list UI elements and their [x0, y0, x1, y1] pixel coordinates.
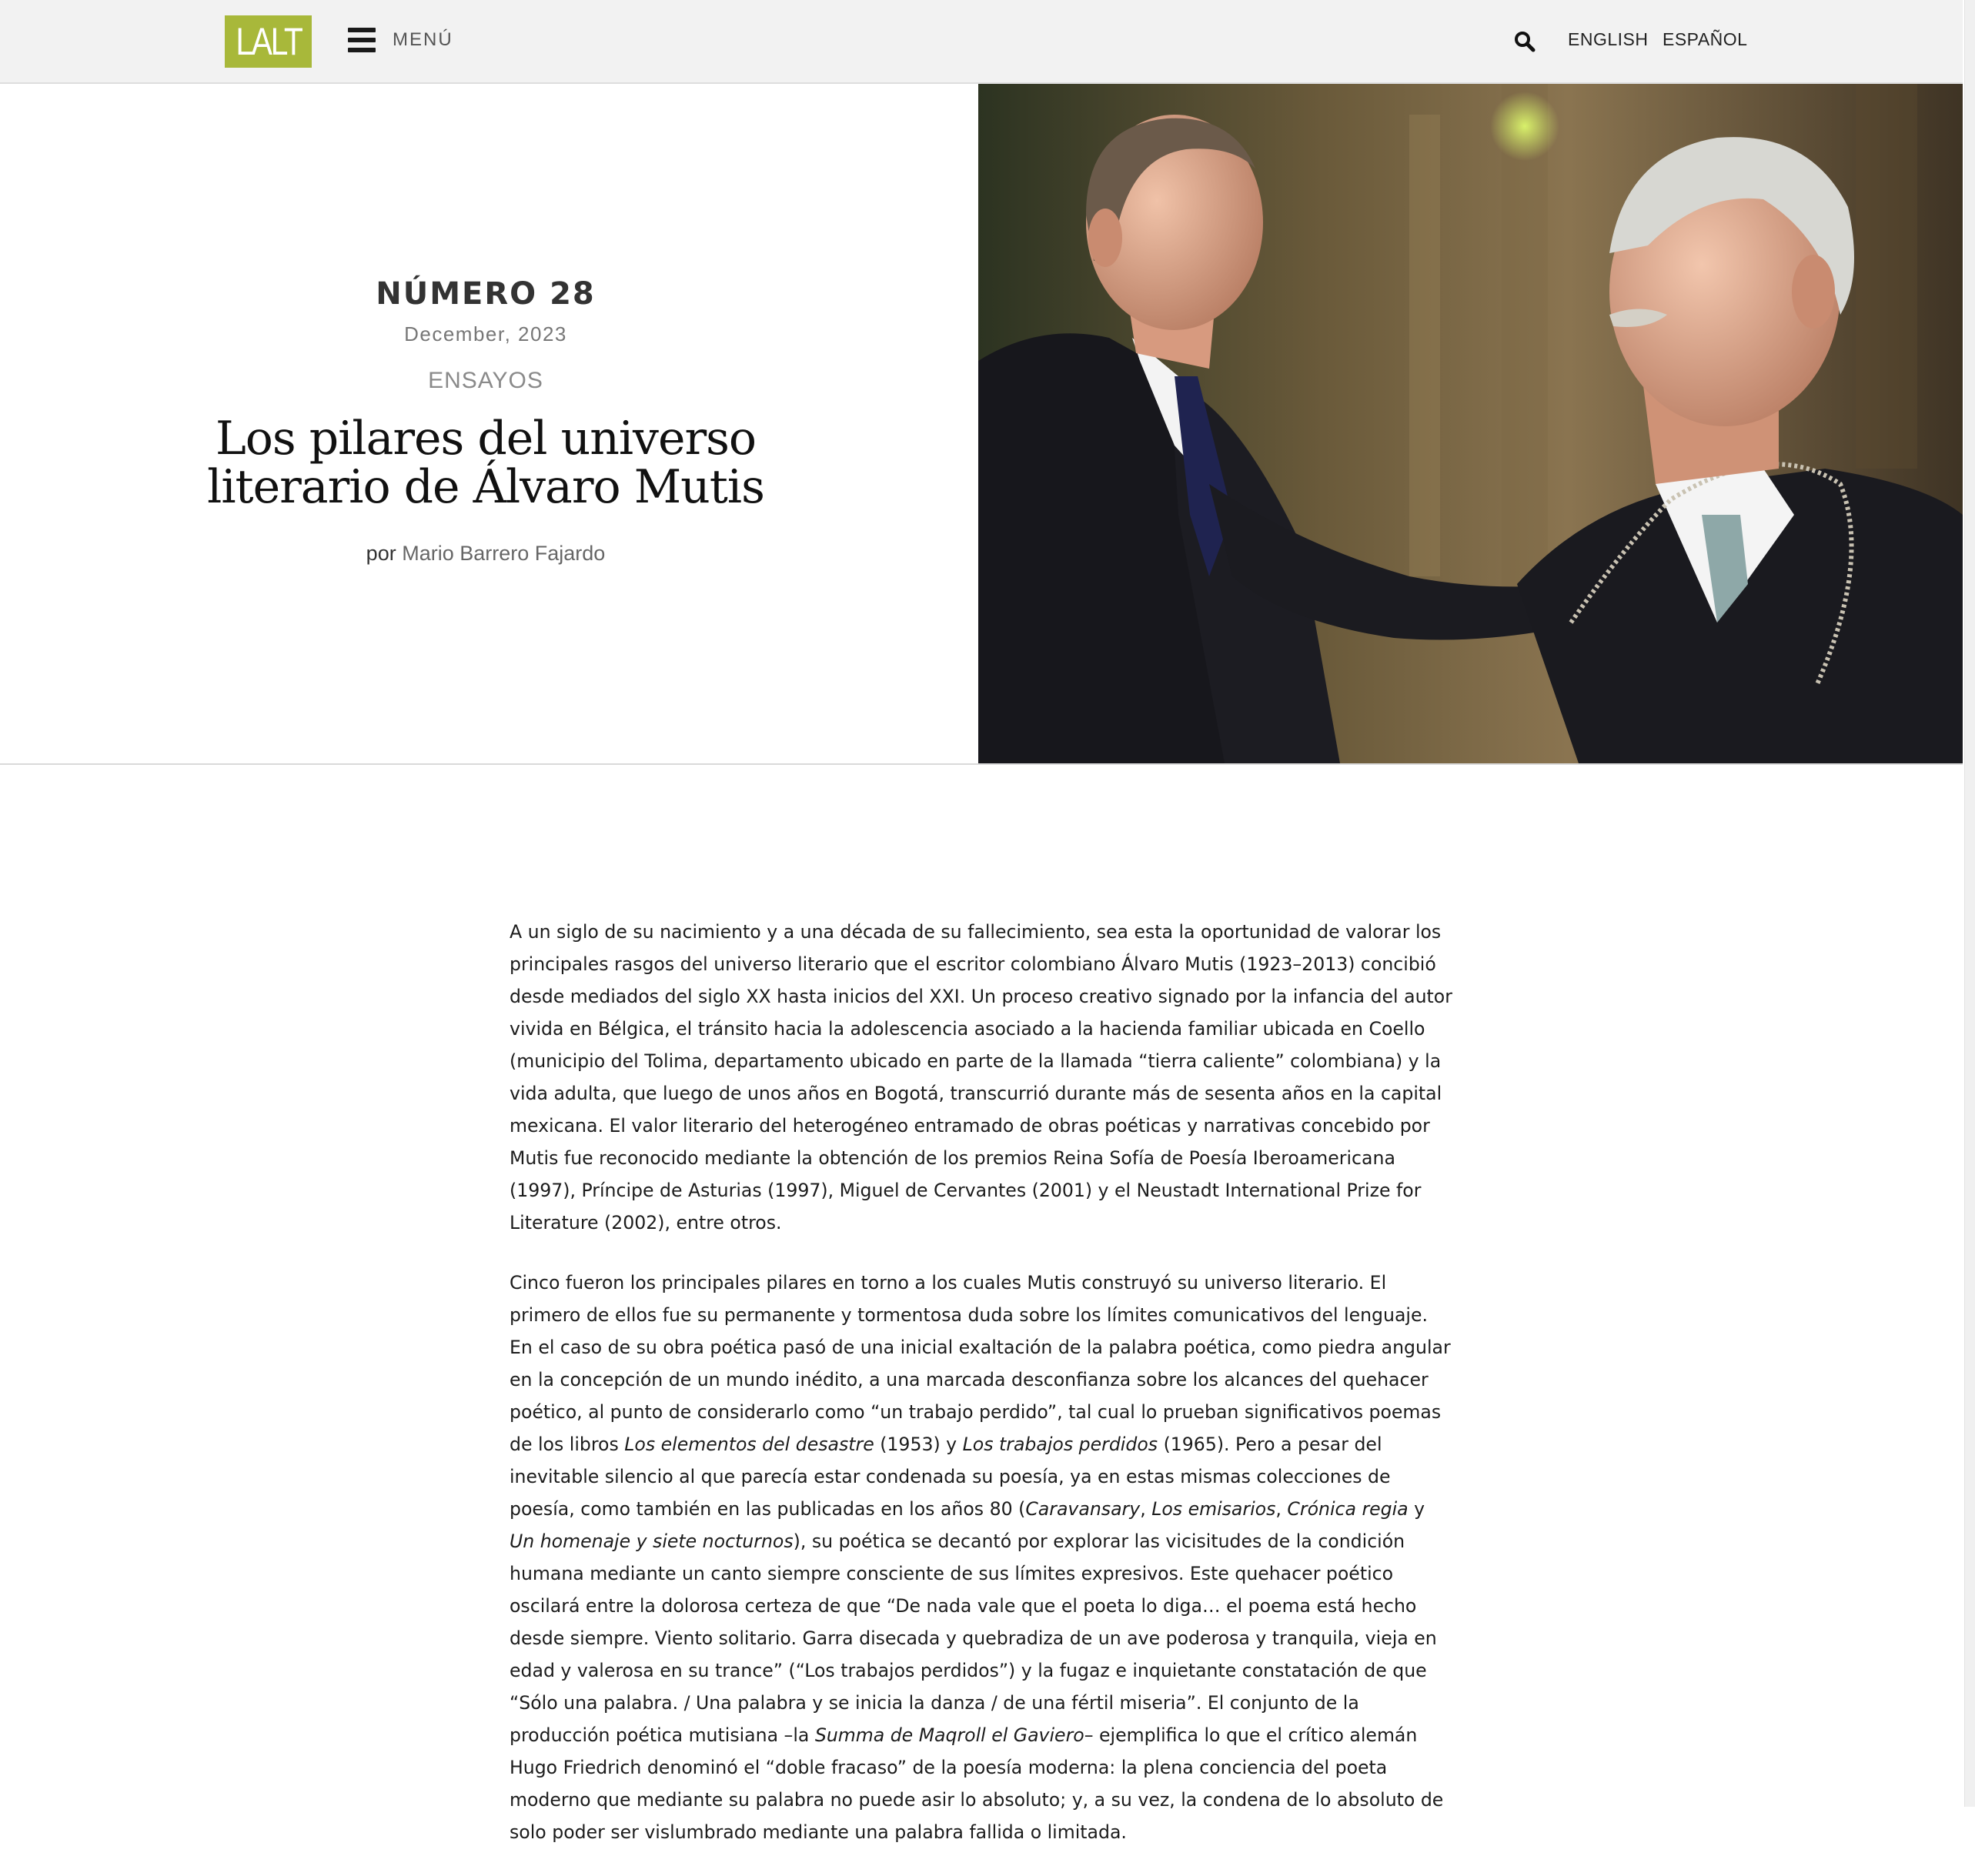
section-label[interactable]: ENSAYOS — [428, 368, 543, 393]
byline-prefix: por — [366, 542, 396, 565]
hero-photo-illustration — [978, 84, 1963, 763]
hero-text-panel — [0, 84, 978, 763]
author-link[interactable]: Mario Barrero Fajardo — [402, 542, 606, 565]
menu-button[interactable] — [348, 23, 453, 57]
issue-date: December, 2023 — [404, 322, 567, 345]
article-paragraph: Cinco fueron los principales pilares en torno a los cuales Mutis construyó su universo literario. El primero de ellos fue su permanente y tormentosa duda sobre los límites comunicativos del lenguaje. En el caso de su obra poética pasó de una inicial exaltación de la palabra poética, como piedra angular en la concepción de un mundo inédito, a una marcada desconfianza sobre los alcances del quehacer poético, al punto de considerarlo como “un trabajo perdido”, tal cual lo prueban significativos poemas de los libros Los elementos del desastre (1953) y Los trabajos perdidos (1965). Pero a pesar del inevitable silencio al que parecía estar condenada su poesía, ya en estas mismas colecciones de poesía, como también en las publicadas en los años 80 (Caravansary, Los emisarios, Crónica regia y Un homenaje y siete nocturnos), su poética se decantó por explorar las vicisitudes de la condición humana mediante un canto siempre consciente de sus límites expresivos. Este quehacer poético oscilará entre la dolorosa certeza de que “De nada vale que el poeta lo diga… el poema está hecho desde siempre. Viento solitario. Garra disecada y quebradiza de un ave poderosa y tranquila, vieja en edad y valerosa en su trance” (“Los trabajos perdidos”) y la fugaz e inquietante constatación de que “Sólo una palabra. / Una palabra y se inicia la danza / de una fértil miseria”. El conjunto de la producción poética mutisiana –la Summa de Maqroll el Gaviero– ejemplifica lo que el crítico alemán Hugo Friedrich denominó el “doble fracaso” de la poesía moderna: la plena conciencia del poeta moderno que mediante su palabra no puede asir lo absoluto; y, a su vez, la condena de lo absoluto de solo poder ser vislumbrado mediante una palabra fallida o limitada. — [510, 1272, 1451, 1843]
site-header — [0, 0, 1963, 84]
lang-spanish-link[interactable]: ESPAÑOL — [1663, 29, 1748, 49]
article-paragraph: A un siglo de su nacimiento y a una década de su fallecimiento, sea esta la oportunidad de valorar los principales rasgos del universo literario que el escritor colombiano Álvaro Mutis (1923–2013) concibió desde mediados del siglo XX hasta inicios del XXI. Un proceso creativo signado por la infancia del autor vivida en Bélgica, el tránsito hacia la adolescencia asociado a la hacienda familiar ubicada en Coello (municipio del Tolima, departamento ubicado en parte de la llamada “tierra caliente” colombiana) y la vida adulta, que luego de unos años en Bogotá, transcurrió durante más de sesenta años en la capital mexicana. El valor literario del heterogéneo entramado de obras poéticas y narrativas concebido por Mutis fue reconocido mediante la obtención de los premios Reina Sofía de Poesía Iberoamericana (1997), Príncipe de Asturias (1997), Miguel de Cervantes (2001) y el Neustadt International Prize for Literature (2002), entre otros. — [510, 921, 1452, 1233]
page-scrollbar[interactable] — [1964, 0, 1975, 1807]
hamburger-icon — [348, 28, 376, 52]
search-icon[interactable] — [1513, 30, 1536, 53]
byline — [0, 542, 971, 566]
lang-english-link[interactable]: ENGLISH — [1568, 29, 1649, 49]
article-title: Los pilares del universo literario de Álvaro Mutis — [207, 412, 764, 514]
issue-number[interactable]: NÚMERO 28 — [376, 276, 596, 312]
article-hero — [0, 84, 1963, 765]
logo-text: LALT — [235, 20, 302, 63]
article-body — [510, 916, 1452, 1876]
site-logo[interactable] — [225, 15, 312, 68]
menu-label: MENÚ — [393, 29, 453, 50]
hero-photo — [978, 84, 1963, 763]
